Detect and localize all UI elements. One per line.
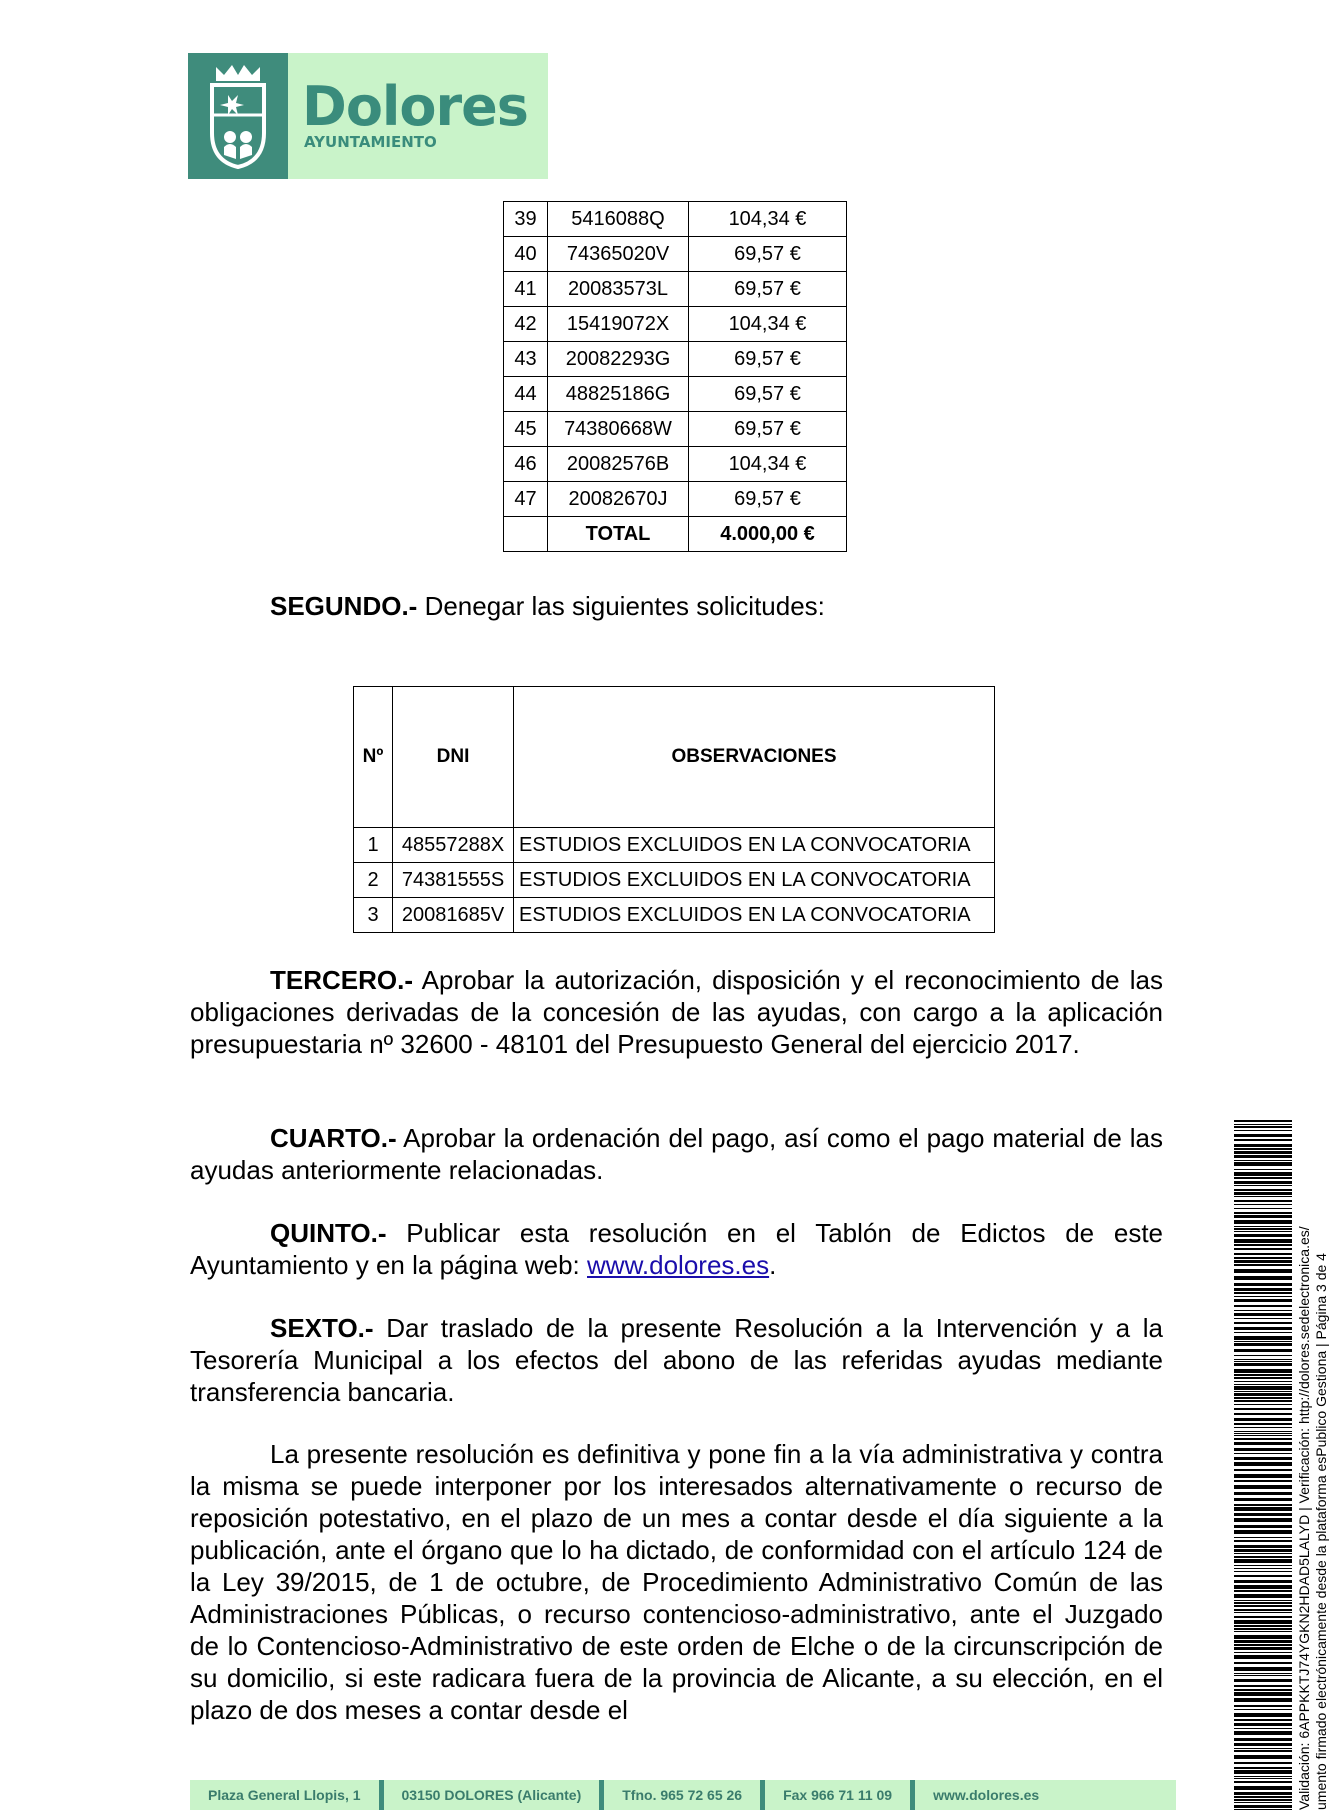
table-row xyxy=(504,307,847,342)
table-row xyxy=(354,898,995,933)
total-row xyxy=(504,517,847,552)
row-number: 46 xyxy=(504,447,548,482)
sexto-paragraph xyxy=(190,1312,1163,1408)
footer-address: Plaza General Llopis, 1 xyxy=(208,1787,361,1803)
table-row xyxy=(504,447,847,482)
table-row xyxy=(504,237,847,272)
footer-city: 03150 DOLORES (Alicante) xyxy=(401,1787,582,1803)
footer-phone: Tfno. 965 72 65 26 xyxy=(622,1787,743,1803)
cuarto-paragraph xyxy=(190,1122,1163,1186)
row-amount: 69,57 € xyxy=(689,342,847,377)
row-amount: 104,34 € xyxy=(689,307,847,342)
row-amount: 69,57 € xyxy=(689,482,847,517)
row-dni: 20082293G xyxy=(548,342,689,377)
coat-of-arms-icon xyxy=(188,53,288,179)
final-text: La presente resolución es definitiva y pone fin a la vía administrativa y contra la misma se puede interponer por los interesados alternativamente o recurso de reposición potestativo, en el plazo de un mes a contar desde el día siguiente a la publicación, ante el órgano que lo ha dictado, de conformidad con el artículo 124 de la Ley 39/2015, de 1 de octubre, de Procedimiento Administrativo Común de las Administraciones Públicas, o recurso contencioso-administrativo, ante el Juzgado de lo Contencioso-Administrativo de este orden de Elche o de la circunscripción de su domicilio, si este radicara fuera de la provincia de Alicante, a su elección, en el plazo de dos meses a contar desde el xyxy=(190,1439,1163,1725)
row-amount: 69,57 € xyxy=(689,377,847,412)
tercero-heading: TERCERO.- xyxy=(270,965,413,995)
tercero-paragraph xyxy=(190,964,1163,1060)
row-amount: 104,34 € xyxy=(689,202,847,237)
row-dni: 15419072X xyxy=(548,307,689,342)
cuarto-heading: CUARTO.- xyxy=(270,1123,397,1153)
total-label: TOTAL xyxy=(548,517,689,552)
denied-table xyxy=(353,686,995,933)
sexto-text: Dar traslado de la presente Resolución a la Intervención y a la Tesorería Municipal a los efectos del abono de las referidas ayudas mediante transferencia bancaria. xyxy=(190,1313,1163,1407)
row-dni: 20082576B xyxy=(548,447,689,482)
row-dni: 74381555S xyxy=(393,863,514,898)
row-number: 45 xyxy=(504,412,548,447)
quinto-paragraph xyxy=(190,1217,1163,1281)
row-dni: 20082670J xyxy=(548,482,689,517)
segundo-paragraph xyxy=(190,590,1243,622)
row-dni: 48825186G xyxy=(548,377,689,412)
denied-header-row xyxy=(354,687,995,828)
total-value: 4.000,00 € xyxy=(689,517,847,552)
header-number: Nº xyxy=(354,687,393,828)
row-amount: 69,57 € xyxy=(689,237,847,272)
row-number: 42 xyxy=(504,307,548,342)
tercero-text: Aprobar la autorización, disposición y el reconocimiento de las obligaciones derivadas de la concesión de las ayudas, con cargo a la aplicación presupuestaria nº 32600 - 48101 del Presupuesto General del ejercicio 2017. xyxy=(190,965,1163,1059)
footer xyxy=(190,1780,1176,1810)
segundo-text: Denegar las siguientes solicitudes: xyxy=(417,591,825,621)
row-number: 40 xyxy=(504,237,548,272)
quinto-text: Publicar esta resolución en el Tablón de Edictos de este Ayuntamiento y en la página web: xyxy=(190,1218,1163,1280)
quinto-heading: QUINTO.- xyxy=(270,1218,387,1248)
logo-name: Dolores xyxy=(302,75,528,138)
segundo-heading: SEGUNDO.- xyxy=(270,591,418,621)
cuarto-text: Aprobar la ordenación del pago, así como el pago material de las ayudas anteriormente relacionadas. xyxy=(190,1123,1163,1185)
table-row xyxy=(504,482,847,517)
quinto-end: . xyxy=(769,1250,777,1280)
final-paragraph xyxy=(190,1438,1163,1726)
row-dni: 74365020V xyxy=(548,237,689,272)
table-row xyxy=(504,342,847,377)
header-observaciones: OBSERVACIONES xyxy=(514,687,995,828)
row-amount: 69,57 € xyxy=(689,272,847,307)
row-amount: 104,34 € xyxy=(689,447,847,482)
row-number: 47 xyxy=(504,482,548,517)
row-dni: 20083573L xyxy=(548,272,689,307)
table-row xyxy=(504,377,847,412)
row-observation: ESTUDIOS EXCLUIDOS EN LA CONVOCATORIA xyxy=(514,863,995,898)
logo xyxy=(188,53,548,179)
row-dni: 5416088Q xyxy=(548,202,689,237)
website-link[interactable]: www.dolores.es xyxy=(587,1250,770,1280)
row-dni: 20081685V xyxy=(393,898,514,933)
logo-subtitle: AYUNTAMIENTO xyxy=(304,133,437,151)
row-number: 44 xyxy=(504,377,548,412)
table-row xyxy=(504,412,847,447)
table-row xyxy=(504,202,847,237)
footer-web[interactable]: www.dolores.es xyxy=(933,1787,1040,1803)
validation-line-2: umento firmado electrónicamente desde la plataforma esPublico Gestiona | Página 3 de 4 xyxy=(1313,1253,1329,1810)
row-number: 3 xyxy=(354,898,393,933)
footer-fax: Fax 966 71 11 09 xyxy=(783,1787,893,1803)
validation-text xyxy=(1296,1120,1330,1810)
row-dni: 48557288X xyxy=(393,828,514,863)
row-number: 43 xyxy=(504,342,548,377)
validation-line-1: Validación: 6APPKKTJ74YGKN2HDAD5LALYD | Verificación: http://dolores.sedelectronica.es/ xyxy=(1296,1226,1312,1810)
row-number: 41 xyxy=(504,272,548,307)
sexto-heading: SEXTO.- xyxy=(270,1313,374,1343)
row-number: 1 xyxy=(354,828,393,863)
table-row xyxy=(354,828,995,863)
row-number: 2 xyxy=(354,863,393,898)
granted-table xyxy=(503,201,847,552)
row-number: 39 xyxy=(504,202,548,237)
row-observation: ESTUDIOS EXCLUIDOS EN LA CONVOCATORIA xyxy=(514,828,995,863)
header-dni: DNI xyxy=(393,687,514,828)
total-empty-cell xyxy=(504,517,548,552)
row-amount: 69,57 € xyxy=(689,412,847,447)
row-dni: 74380668W xyxy=(548,412,689,447)
table-row xyxy=(504,272,847,307)
table-row xyxy=(354,863,995,898)
row-observation: ESTUDIOS EXCLUIDOS EN LA CONVOCATORIA xyxy=(514,898,995,933)
